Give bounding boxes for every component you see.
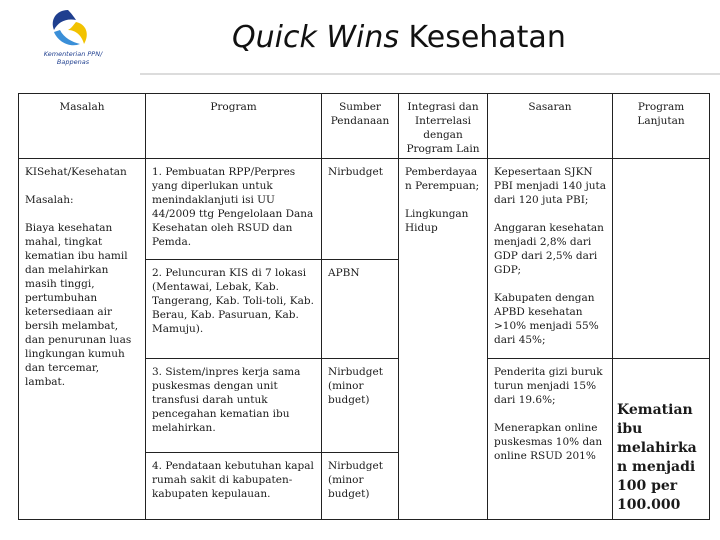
program-row-4: 4. Pendataan kebutuhan kapal rumah sakit di kabupaten-kabupaten kepulauan. (145, 452, 322, 520)
header-integrasi: Integrasi dan Interrelasi dengan Program Lain (398, 93, 488, 159)
sasaran-item-4: Penderita gizi buruk turun menjadi 15% dari 19.6%; (494, 366, 603, 406)
page-title (232, 20, 566, 55)
sasaran-item-5: Menerapkan online puskesmas 10% dan online RSUD 201% (494, 422, 603, 462)
program-row-3: 3. Sistem/inpres kerja sama puskesmas dengan unit transfusi darah untuk pencegahan kematian ibu melahirkan. (145, 358, 322, 453)
sasaran-item-1: Kepesertaan SJKN PBI menjadi 140 juta dari 120 juta PBI; (494, 166, 607, 206)
masalah-desc: Biaya kesehatan mahal, tingkat kematian ibu hamil dan melahirkan masih tinggi, pertumbuhan ketersediaan air bersih melambat, dan penurunan luas lingkungan kumuh dan tercemar, lambat. (25, 222, 132, 388)
masalah-label: Masalah: (25, 194, 74, 206)
header-sumber-pendanaan: Sumber Pendanaan (321, 93, 399, 159)
lanjutan-bottom-cell (612, 358, 710, 520)
header-program: Program (145, 93, 322, 159)
header-sasaran: Sasaran (487, 93, 613, 159)
sumber-row-1: Nirbudget (321, 158, 399, 260)
sasaran-item-3: Kabupaten dengan APBD kesehatan >10% menjadi 55% dari 45%; (494, 292, 599, 346)
title-rest: Kesehatan (399, 20, 566, 55)
title-italic: Quick Wins (232, 20, 400, 55)
header-masalah: Masalah (18, 93, 146, 159)
logo-text (18, 50, 128, 66)
lanjutan-top-cell (612, 158, 710, 359)
masalah-title: KISehat/Kesehatan (25, 166, 127, 178)
header-program-lanjutan: Program Lanjutan (612, 93, 710, 159)
title-divider (140, 73, 720, 75)
logo-name-line2: Bappenas (56, 58, 90, 66)
integrasi-item-1: Pemberdayaa n Perempuan; (405, 166, 480, 192)
sumber-row-2: APBN (321, 259, 399, 359)
sasaran-item-2: Anggaran kesehatan menjadi 2,8% dari GDP dari 2,5% dari GDP; (494, 222, 604, 276)
sasaran-top-cell (487, 158, 613, 359)
bappenas-logo (18, 6, 128, 72)
integrasi-item-2: Lingkungan Hidup (405, 208, 469, 234)
sasaran-bottom-cell (487, 358, 613, 520)
integrasi-cell (398, 158, 488, 520)
bappenas-emblem-icon (46, 6, 96, 50)
lanjutan-text: Kematian ibu melahirka n menjadi 100 per 100.000 (617, 402, 697, 513)
masalah-cell (18, 158, 146, 520)
program-row-1: 1. Pembuatan RPP/Perpres yang diperlukan untuk menindaklanjuti isi UU 44/2009 ttg Pengelolaan Dana Kesehatan oleh RSUD dan Pemda. (145, 158, 322, 260)
logo-name-line1: Kementerian PPN/ (43, 50, 103, 58)
sumber-row-4: Nirbudget (minor budget) (321, 452, 399, 520)
sumber-row-3: Nirbudget (minor budget) (321, 358, 399, 453)
program-row-2: 2. Peluncuran KIS di 7 lokasi (Mentawai, Lebak, Kab. Tangerang, Kab. Toli-toli, Kab. Berau, Kab. Pasuruan, Kab. Mamuju). (145, 259, 322, 359)
